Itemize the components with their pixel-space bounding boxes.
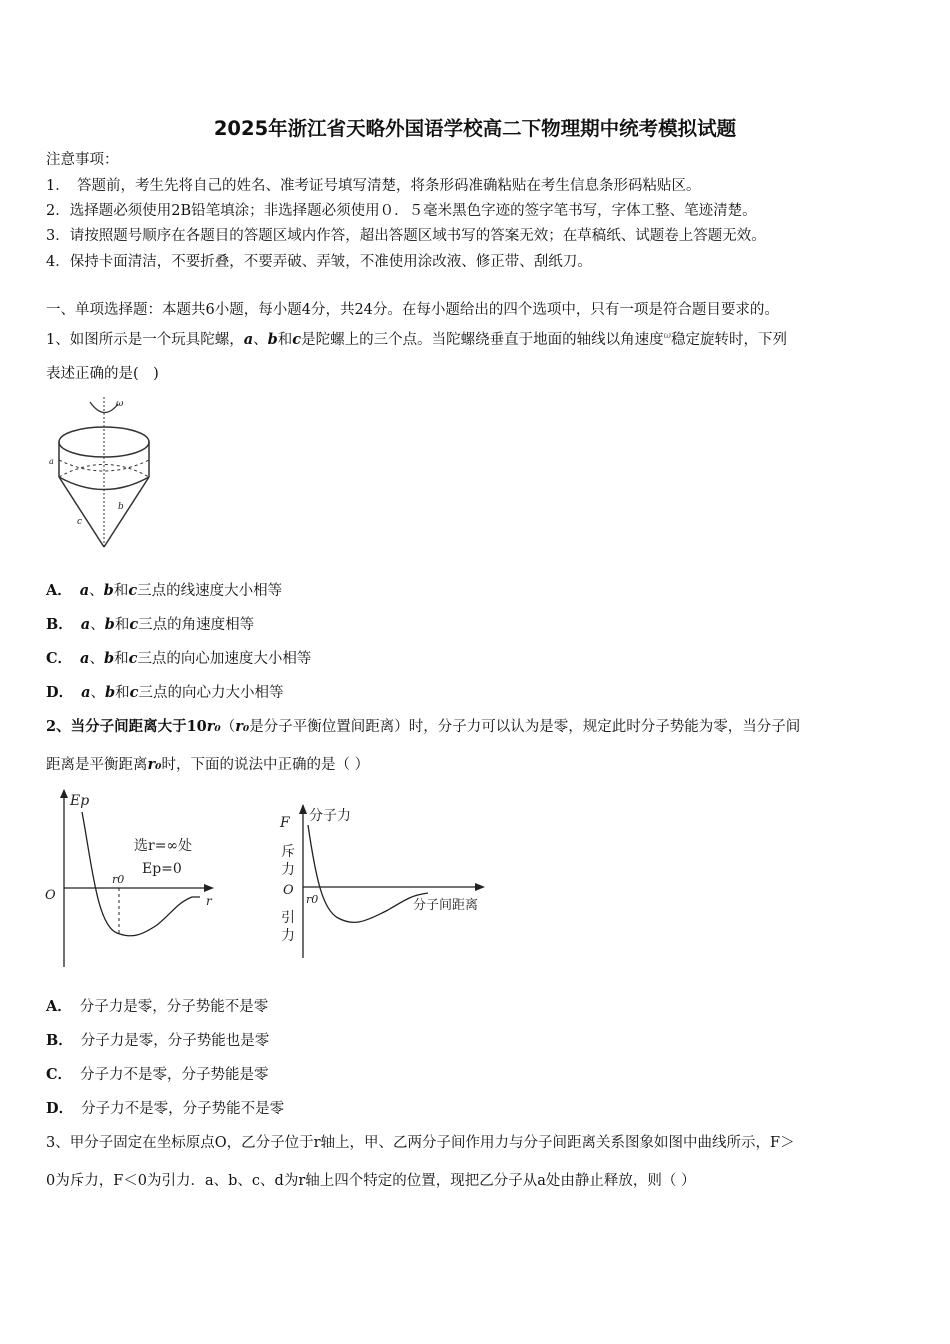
q2-text: 时，下面的说法中正确的是（ ） (161, 757, 370, 773)
q1-var: a (79, 582, 90, 599)
notice-item: 2．选择题必须使用2B铅笔填涂；非选择题必须使用０．５毫米黑色字迹的签字笔书写，字体工整、笔迹清楚。 (46, 203, 757, 219)
r0-label: r0 (112, 873, 125, 886)
q1-option-d[interactable] (46, 683, 283, 703)
fig-point-c: c (77, 517, 83, 527)
q2-var: r₀ (147, 756, 162, 773)
q2-text: （ (220, 719, 236, 735)
option-label: D． (46, 1100, 74, 1117)
repulsion-label: 力 (281, 862, 295, 878)
q2-option-a[interactable] (46, 997, 268, 1017)
repulsion-label: 斥 (281, 844, 295, 860)
potential-energy-graph (42, 785, 227, 970)
q1-var: a (80, 650, 90, 667)
f-axis-label: F (280, 815, 290, 831)
question-2-text (46, 717, 800, 737)
q1-option-a[interactable] (46, 581, 282, 601)
graph-title: 分子力 (309, 808, 351, 824)
option-label: C． (46, 1066, 73, 1083)
option-text: 三点的向心力大小相等 (138, 685, 284, 701)
q1-text: 、 (253, 331, 268, 348)
question-2-text-2 (46, 755, 369, 775)
graph-note: 选r=∞处 (134, 838, 193, 854)
fig-omega-label: ω (116, 399, 124, 409)
q2-var: r₀ (235, 718, 250, 735)
q1-var: b (104, 616, 115, 633)
q2-option-d[interactable] (46, 1099, 284, 1119)
q1-var: c (128, 582, 138, 599)
molecular-force-graph (278, 800, 503, 965)
q1-text: 是陀螺上的三个点。当陀螺绕垂直于地面的轴线以角速度 (301, 331, 664, 348)
graph-note: Ep=0 (142, 861, 182, 877)
q2-text: 2、当分子间距离大于10 (46, 718, 207, 735)
q2-option-c[interactable] (46, 1065, 269, 1085)
q1-omega: ω (663, 331, 671, 341)
q1-var: c (129, 616, 139, 633)
question-3-text: 3、甲分子固定在坐标原点O，乙分子位于r轴上，甲、乙两分子间作用力与分子间距离关系图象如图中曲线所示，F＞ (46, 1135, 795, 1151)
option-label: B． (46, 616, 73, 633)
q2-option-b[interactable] (46, 1031, 269, 1051)
option-label: C． (46, 650, 73, 667)
attraction-label: 引 (281, 910, 295, 926)
q1-var: a (80, 616, 91, 633)
q1-text: 和 (114, 651, 129, 667)
q1-var: a (243, 330, 254, 348)
q1-var: a (81, 684, 91, 701)
q1-var: b (103, 582, 114, 599)
attraction-label: 力 (281, 928, 295, 944)
option-label: D． (46, 684, 74, 701)
q1-text: 和 (113, 583, 129, 599)
fig-point-a: a (49, 457, 54, 466)
origin-label: O (45, 888, 56, 903)
option-label: B． (46, 1032, 73, 1049)
q1-text: 、 (90, 685, 105, 701)
spinning-top-figure (44, 392, 164, 554)
q1-text: 稳定旋转时，下列 (670, 331, 787, 348)
option-text: 分子力是零，分子势能也是零 (80, 1033, 270, 1049)
q2-var: r₀ (206, 718, 221, 735)
option-label: A． (46, 582, 72, 599)
question-3-text-2: 0为斥力，F＜0为引力．a、b、c、d为r轴上四个特定的位置，现把乙分子从a处由静止释放，则（ ） (46, 1173, 696, 1189)
q1-text: 和 (115, 685, 130, 701)
q1-option-b[interactable] (46, 615, 254, 635)
option-text: 分子力不是零，分子势能不是零 (81, 1101, 285, 1117)
option-text: 三点的向心加速度大小相等 (137, 651, 312, 667)
q1-text: 和 (114, 617, 130, 633)
question-1-text-2: 表述正确的是( ) (46, 366, 159, 382)
q1-var: b (267, 330, 278, 348)
option-label: A． (46, 998, 72, 1015)
r-axis-label: r (206, 894, 212, 908)
q2-text: 距离是平衡距离 (46, 757, 148, 773)
q1-var: b (104, 684, 116, 701)
q1-text: 、 (89, 583, 104, 599)
origin-label: O (283, 883, 294, 898)
q1-text: 和 (277, 331, 293, 348)
notice-item: 4．保持卡面清洁，不要折叠，不要弄破、弄皱，不准使用涂改液、修正带、刮纸刀。 (46, 254, 592, 270)
q1-var: c (292, 330, 302, 348)
q2-text: 是分子平衡位置间距离）时，分子力可以认为是零，规定此时分子势能为零，当分子间 (249, 719, 801, 735)
section-heading: 一、单项选择题：本题共6小题，每小题4分，共24分。在每小题给出的四个选项中，只有一项是符合题目要求的。 (46, 302, 779, 318)
option-text: 三点的角速度相等 (138, 617, 255, 633)
fig-point-b: b (118, 502, 124, 512)
notice-item: 1． 答题前，考生先将自己的姓名、准考证号填写清楚，将条形码准确粘贴在考生信息条形码粘贴区。 (46, 178, 701, 194)
r0-label: r0 (306, 893, 319, 906)
option-text: 分子力是零，分子势能不是零 (79, 999, 269, 1015)
q1-text: 1、如图所示是一个玩具陀螺， (46, 331, 244, 348)
notice-heading: 注意事项： (46, 152, 119, 168)
notice-item: 3．请按照题号顺序在各题目的答题区域内作答，超出答题区域书写的答案无效；在草稿纸、试题卷上答题无效。 (46, 228, 766, 244)
x-axis-label: 分子间距离 (413, 898, 479, 913)
q1-text: 、 (90, 617, 105, 633)
option-text: 分子力不是零，分子势能是零 (80, 1067, 269, 1083)
q1-var: c (128, 650, 138, 667)
page-title: 2025年浙江省天略外国语学校高二下物理期中统考模拟试题 (213, 117, 737, 140)
q1-text: 、 (89, 651, 104, 667)
option-text: 三点的线速度大小相等 (137, 583, 283, 599)
q1-var: c (129, 684, 139, 701)
q1-option-c[interactable] (46, 649, 311, 669)
q1-var: b (103, 650, 115, 667)
question-1-text (46, 326, 787, 350)
ep-axis-label: Ep (70, 793, 90, 809)
